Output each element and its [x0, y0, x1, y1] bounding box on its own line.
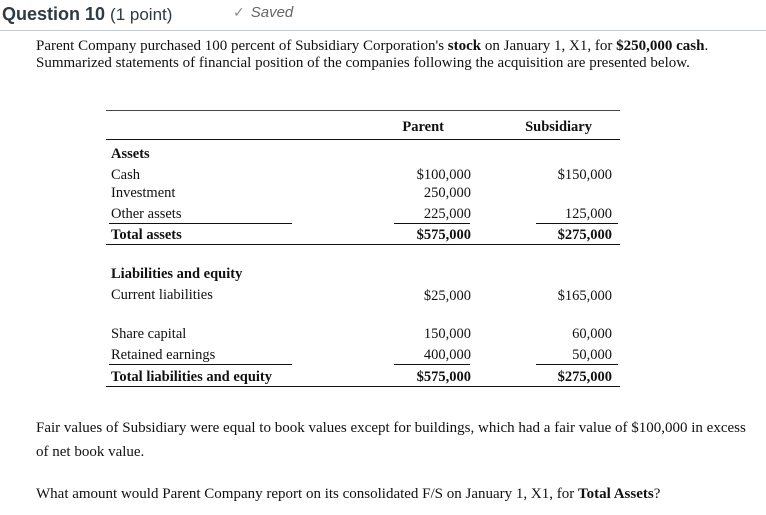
header-rule — [106, 139, 620, 140]
question-points: (1 point) — [110, 5, 173, 24]
parent-other-assets: 225,000 — [423, 206, 471, 222]
subsidiary-total-assets: $275,000 — [557, 227, 612, 243]
intro-bold-amount: $250,000 cash — [616, 38, 705, 54]
parent-total-assets: $575,000 — [416, 227, 471, 243]
row-label-current-liabilities: Current liabilities — [111, 287, 213, 303]
check-icon: ✓ — [233, 4, 245, 20]
subsidiary-total-liabilities-equity: $275,000 — [557, 369, 612, 385]
liabilities-heading: Liabilities and equity — [111, 266, 243, 282]
underline-sub-retained — [536, 364, 618, 365]
row-label-total-assets: Total assets — [111, 227, 182, 243]
row-label-other-assets: Other assets — [111, 206, 182, 222]
question-number: Question 10 — [2, 4, 106, 24]
intro-text: on January 1, X1, for — [481, 38, 617, 54]
prompt-bold-total-assets: Total Assets — [578, 486, 654, 502]
subsidiary-current-liabilities: $165,000 — [557, 288, 612, 304]
parent-total-liabilities-equity: $575,000 — [416, 369, 471, 385]
question-intro — [36, 38, 752, 72]
question-header — [0, 0, 766, 31]
parent-current-liabilities: $25,000 — [423, 288, 471, 304]
intro-text: . Summarized statements of financial position of the companies following the acquisition are presented below. — [36, 38, 709, 71]
table-top-border — [106, 110, 620, 111]
underline-sub-other — [536, 223, 618, 224]
column-header-subsidiary: Subsidiary — [525, 119, 592, 135]
subsidiary-other-assets: 125,000 — [564, 206, 612, 222]
parent-share-capital: 150,000 — [423, 326, 471, 342]
subsidiary-share-capital: 60,000 — [572, 326, 612, 342]
subsidiary-retained-earnings: 50,000 — [572, 347, 612, 363]
assets-heading: Assets — [111, 146, 150, 162]
underline-parent-other — [394, 223, 470, 224]
question-prompt — [36, 482, 756, 506]
parent-retained-earnings: 400,000 — [423, 347, 471, 363]
intro-text: Parent Company purchased 100 percent of Subsidiary Corporation's — [36, 38, 448, 54]
row-label-cash: Cash — [111, 167, 140, 183]
intro-bold-stock: stock — [447, 38, 482, 54]
row-label-share-capital: Share capital — [111, 326, 187, 342]
row-label-retained-earnings: Retained earnings — [111, 347, 216, 363]
total-liabilities-rule — [106, 386, 620, 387]
parent-investment: 250,000 — [423, 185, 471, 201]
fair-value-note: Fair values of Subsidiary were equal to book values except for buildings, which had a fair value of $100,000 in excess of net book value. — [36, 420, 746, 460]
underline-other-assets — [109, 223, 292, 224]
prompt-text: ? — [653, 486, 661, 502]
underline-retained — [109, 364, 292, 365]
saved-status — [233, 4, 293, 21]
saved-label: Saved — [250, 4, 294, 21]
total-assets-rule — [106, 244, 620, 245]
underline-parent-retained — [394, 364, 470, 365]
column-header-parent: Parent — [402, 119, 444, 135]
question-title — [2, 4, 172, 25]
parent-cash: $100,000 — [416, 167, 471, 183]
row-label-investment: Investment — [111, 185, 176, 201]
prompt-text: What amount would Parent Company report on its consolidated F/S on January 1, X1, for — [36, 486, 578, 502]
row-label-total-liabilities-equity: Total liabilities and equity — [111, 369, 273, 385]
subsidiary-cash: $150,000 — [557, 167, 612, 183]
